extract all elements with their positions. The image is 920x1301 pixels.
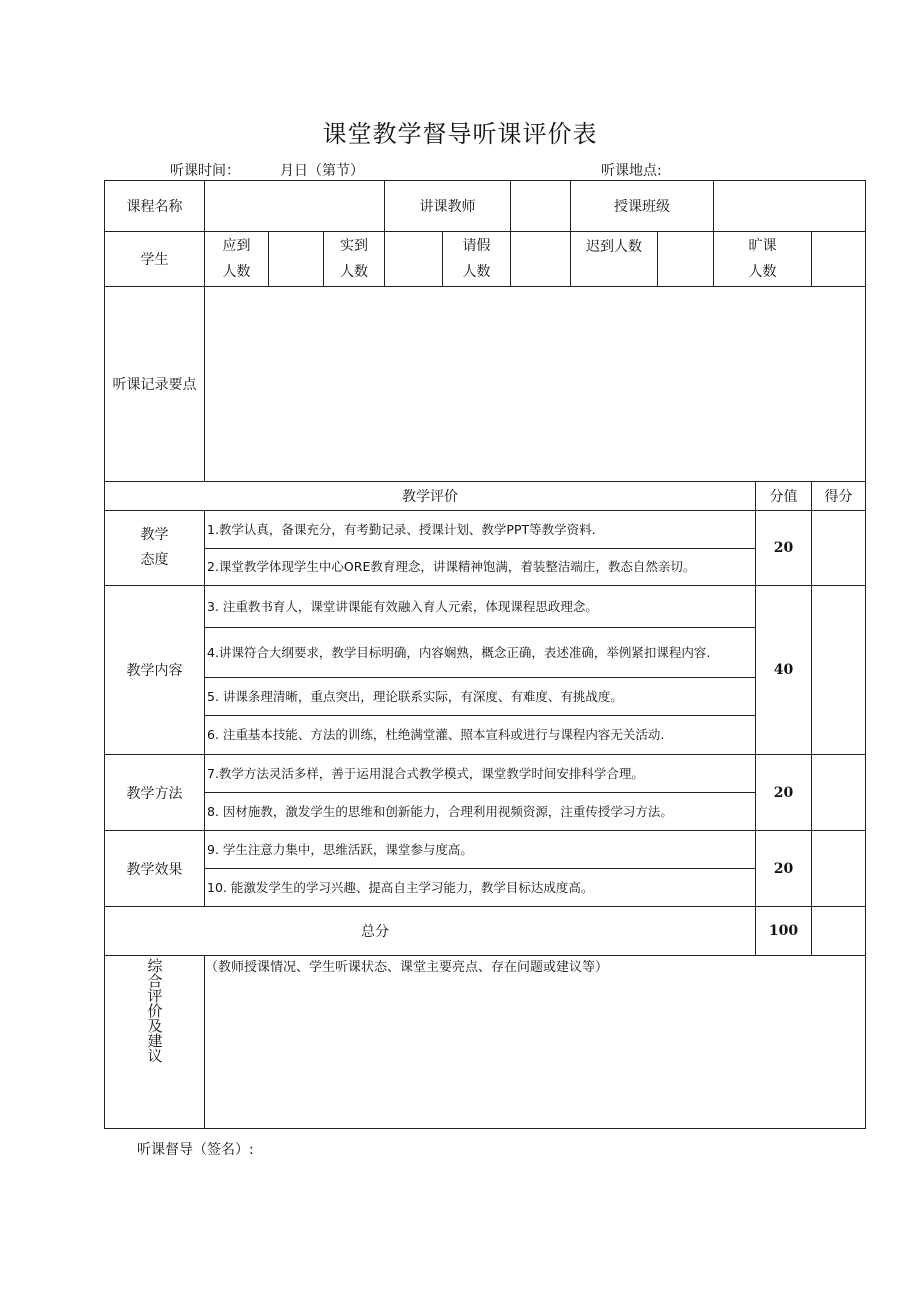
criterion-8: 8. 因材施教，激发学生的思维和创新能力，合理利用视频资源，注重传授学习方法。: [205, 793, 756, 831]
criteria-row: [105, 869, 866, 907]
page-title: 课堂教学督导听课评价表: [322, 120, 598, 148]
student-label: 学生: [105, 232, 205, 287]
criterion-10: 10. 能激发学生的学习兴趣、提高自主学习能力，教学目标达成度高。: [205, 869, 756, 907]
criterion-1: 1.教学认真，备课充分，有考勤记录、授课计划、教学PPT等教学资料.: [205, 511, 756, 549]
criteria-row: [105, 831, 866, 869]
due-count-label: 应到 人数: [205, 232, 269, 287]
comment-label-cell: [105, 956, 205, 1129]
total-score: 100: [756, 907, 812, 956]
total-row: [105, 907, 866, 956]
total-got-field[interactable]: [812, 907, 866, 956]
category-effect: 教学效果: [105, 831, 205, 907]
evaluation-header-row: [105, 482, 866, 511]
got-header: 得分: [812, 482, 866, 511]
late-count-field[interactable]: [658, 232, 714, 287]
comment-row: [105, 956, 866, 1129]
score-header: 分值: [756, 482, 812, 511]
score-attitude: 20: [756, 511, 812, 586]
attendance-row: [105, 232, 866, 287]
evaluation-form: [104, 180, 866, 1129]
actual-count-field[interactable]: [385, 232, 443, 287]
criteria-row: [105, 678, 866, 716]
class-label: 授课班级: [571, 181, 714, 232]
criteria-row: [105, 793, 866, 831]
criterion-2: 2.课堂教学体现学生中心ORE教育理念，讲课精神饱满，着装整洁端庄，教态自然亲切。: [205, 549, 756, 586]
actual-count-label: 实到 人数: [324, 232, 385, 287]
absent-count-field[interactable]: [812, 232, 866, 287]
criterion-9: 9. 学生注意力集中，思维活跃，课堂参与度高。: [205, 831, 756, 869]
score-method: 20: [756, 755, 812, 831]
score-effect: 20: [756, 831, 812, 907]
evaluation-header: 教学评价: [105, 482, 756, 511]
criteria-row: [105, 716, 866, 755]
comment-field[interactable]: [205, 956, 866, 1129]
teacher-label: 讲课教师: [385, 181, 511, 232]
record-row: [105, 287, 866, 482]
criteria-row: [105, 628, 866, 678]
signature-label: 听课督导（签名）:: [137, 1142, 254, 1158]
criteria-row: [105, 549, 866, 586]
comment-note: （教师授课情况、学生听课状态、课堂主要亮点、存在问题或建议等）: [205, 960, 609, 975]
teacher-field[interactable]: [511, 181, 571, 232]
score-content: 40: [756, 586, 812, 755]
absent-count-label: 旷课 人数: [714, 232, 812, 287]
criterion-3: 3. 注重教书育人，课堂讲课能有效融入育人元索，体现课程思政理念。: [205, 586, 756, 628]
leave-count-field[interactable]: [511, 232, 571, 287]
leave-count-label: 请假 人数: [443, 232, 511, 287]
time-label: 听课时间：: [170, 163, 240, 179]
got-attitude-field[interactable]: [812, 511, 866, 586]
criterion-4: 4.讲课符合大纲要求，教学目标明确，内容娴熟，概念正确，表述准确，举例紧扣课程内容.: [205, 628, 756, 678]
course-name-field[interactable]: [205, 181, 385, 232]
record-field[interactable]: [205, 287, 866, 482]
course-name-label: 课程名称: [105, 181, 205, 232]
due-count-field[interactable]: [269, 232, 324, 287]
record-label: 听课记录要点: [105, 287, 205, 482]
criteria-row: [105, 586, 866, 628]
criterion-7: 7.教学方法灵活多样，善于运用混合式教学模式，课堂教学时间安排科学合理。: [205, 755, 756, 793]
comment-label: 综合评价及建议: [145, 958, 164, 1063]
got-effect-field[interactable]: [812, 831, 866, 907]
got-content-field[interactable]: [812, 586, 866, 755]
location-label: 听课地点:: [601, 163, 662, 179]
class-field[interactable]: [714, 181, 866, 232]
got-method-field[interactable]: [812, 755, 866, 831]
total-label: 总分: [105, 907, 756, 956]
category-content: 教学内容: [105, 586, 205, 755]
criterion-6: 6. 注重基本技能、方法的训练，杜绝满堂灌、照本宣科或进行与课程内容无关活动.: [205, 716, 756, 755]
category-method: 教学方法: [105, 755, 205, 831]
criterion-5: 5. 讲课条理清晰，重点突出，理论联系实际，有深度、有难度、有挑战度。: [205, 678, 756, 716]
category-attitude: 教学 态度: [105, 511, 205, 586]
date-label: 月日（第节）: [280, 163, 364, 179]
criteria-row: [105, 511, 866, 549]
criteria-row: [105, 755, 866, 793]
course-info-row: [105, 181, 866, 232]
late-count-label: 迟到人数: [571, 232, 658, 287]
